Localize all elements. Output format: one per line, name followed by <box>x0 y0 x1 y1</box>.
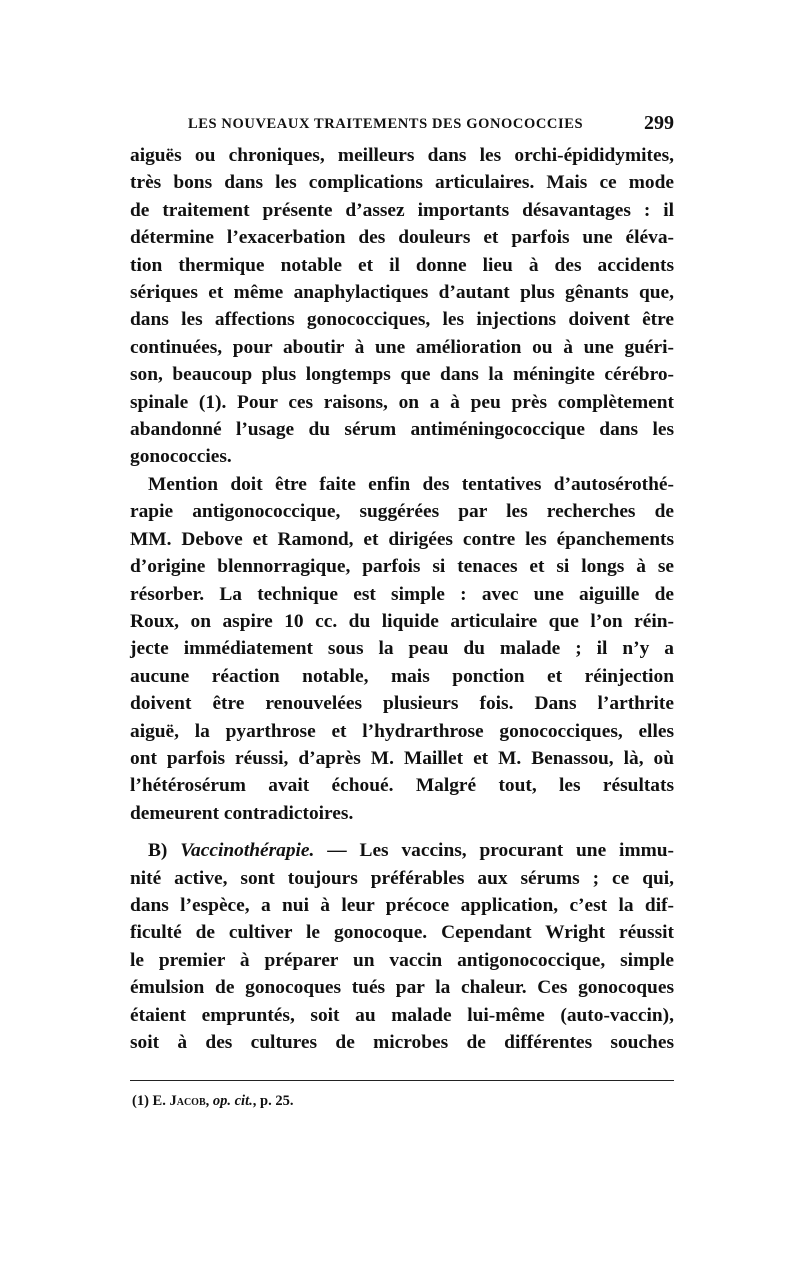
text-line: aucune réaction notable, mais ponction et réinjection <box>130 665 674 687</box>
text-line: spinale (1). Pour ces raisons, on a à peu près complètement <box>130 391 674 413</box>
text-line: tion thermique notable et il donne lieu à des accidents <box>130 254 674 276</box>
text-line: ont parfois réussi, d’après M. Maillet et M. Benassou, là, où <box>130 747 674 769</box>
text-line: sériques et même anaphylactiques d’autant plus gênants que, <box>130 282 674 304</box>
footnote-page: , p. 25. <box>252 1093 294 1110</box>
text-line: rapie antigonococcique, suggérées par les recherches de <box>130 501 674 523</box>
text-line: étaient empruntés, soit au malade lui-même (auto-vaccin), <box>130 1004 674 1026</box>
footnote-ref: op. cit. <box>212 1093 253 1110</box>
text-line: le premier à préparer un vaccin antigonococcique, simple <box>130 949 674 971</box>
text-line: nité active, sont toujours préférables aux sérums ; ce qui, <box>130 867 674 889</box>
text-line: soit à des cultures de microbes de différentes souches <box>130 1032 674 1053</box>
text-line: émulsion de gonocoques tués par la chaleur. Ces gonocoques <box>130 977 674 999</box>
text-line: détermine l’exacerbation des douleurs et parfois une éléva- <box>130 227 674 249</box>
text-line: doivent être renouvelées plusieurs fois. Dans l’arthrite <box>130 693 674 715</box>
text-line: d’origine blennorragique, parfois si tenaces et si longs à se <box>130 556 674 578</box>
text-fragment: — Les vaccins, procurant une immu- <box>314 840 674 862</box>
section-label: B) <box>148 840 168 862</box>
text-line: continuées, pour aboutir à une amélioration ou à une guéri- <box>130 336 674 358</box>
text-line: Roux, on aspire 10 cc. du liquide articulaire que l’on réin- <box>130 610 674 632</box>
text-line: aiguës ou chroniques, meilleurs dans les orchi-épididymites, <box>130 145 674 166</box>
section-title: Vaccinothérapie. <box>180 840 315 862</box>
footnote-author: Jacob, <box>169 1093 210 1110</box>
text-line: Mention doit être faite enfin des tentatives d’autosérothé- <box>148 473 674 495</box>
footnote <box>130 1093 674 1110</box>
text-line: de traitement présente d’assez importants désavantages : il <box>130 199 674 221</box>
text-line: l’hétérosérum avait échoué. Malgré tout, les résultats <box>130 775 674 797</box>
text-line: MM. Debove et Ramond, et dirigées contre les épanchements <box>130 528 674 550</box>
running-title: LES NOUVEAUX TRAITEMENTS DES GONOCOCCIES <box>188 116 584 132</box>
text-line: résorber. La technique est simple : avec une aiguille de <box>130 583 674 605</box>
text-line: très bons dans les complications articulaires. Mais ce mode <box>130 172 674 194</box>
paragraph-autoserotherapie <box>130 471 674 827</box>
text-line: jecte immédiatement sous la peau du malade ; il n’y a <box>130 638 674 660</box>
text-line: aiguë, la pyarthrose et l’hydrarthrose gonococciques, elles <box>130 720 674 742</box>
section-gap <box>130 827 674 837</box>
text-line: demeurent contradictoires. <box>130 802 354 824</box>
footnote-marker: (1) E. <box>132 1093 166 1110</box>
text-line: ficulté de cultiver le gonocoque. Cependant Wright réussit <box>130 922 674 944</box>
running-head <box>130 112 674 138</box>
paragraph-serum <box>130 142 674 471</box>
text-line: abandonné l’usage du sérum antiméningococcique dans les <box>130 419 674 441</box>
text-line: dans l’espèce, a nui à leur précoce application, c’est la dif- <box>130 894 674 916</box>
page-number: 299 <box>644 112 674 134</box>
book-page <box>130 112 674 1110</box>
text-line: son, beaucoup plus longtemps que dans la méningite cérébro- <box>130 364 674 386</box>
paragraph-vaccinotherapie <box>130 837 674 1056</box>
text-line: dans les affections gonococciques, les injections doivent être <box>130 309 674 331</box>
text-line: gonococcies. <box>130 446 232 468</box>
section-heading-line <box>130 837 674 864</box>
footnote-rule <box>130 1080 674 1081</box>
